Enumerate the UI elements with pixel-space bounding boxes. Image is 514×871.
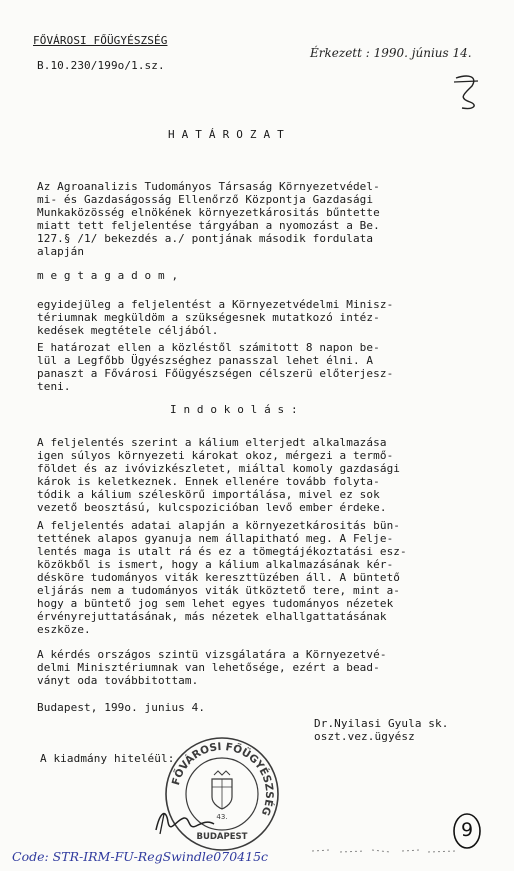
- handwritten-initial-mark: [448, 72, 488, 112]
- reference-number: B.10.230/199o/1.sz.: [37, 59, 165, 72]
- denial-statement: m e g t a g a d o m ,: [37, 269, 179, 282]
- stamp-ring-text: FŐVÁROSI FŐÜGYÉSZSÉG: [169, 740, 276, 818]
- paragraph-assessment: A feljelentés adatai alapján a környezetkárositás bün- tettének alapos gyanuja nem állapitható meg. A Felje- lentés maga is utalt rá és ez a tömegtájékoztatási esz- közökből is ismert, hogy a kálium alkalmazásának kér- désköre tudományos viták kereszttüzében áll. A büntető eljárás nem a tudományos viták ütköztető tere, mint a- hogy a büntető jog sem lehet egyes tudományos nézetek érvényrejuttatásának, más nézetek elhallgattatásának eszköze.: [37, 519, 407, 636]
- paragraph-forwarding: egyidejüleg a feljelentést a Környezetvédelmi Minisz- tériumnak megküldöm a szükségesnek mutatkozó intéz- kedések megtétele céljából.: [37, 298, 394, 337]
- document-title: H A T Á R O Z A T: [168, 128, 284, 141]
- page-number: 9: [461, 819, 474, 841]
- reasons-heading: I n d o k o l á s :: [170, 403, 298, 416]
- stamp-city: BUDAPEST: [196, 832, 248, 842]
- office-heading: FŐVÁROSI FŐÜGYÉSZSÉG: [33, 34, 168, 47]
- stamp-number: 43.: [216, 813, 228, 821]
- paragraph-referral: A kérdés országos szintü vizsgálatára a Környezetvé- delmi Minisztériumnak van lehetősége, ezért a bead- ványt oda továbbitottam.: [37, 648, 387, 687]
- paragraph-appeal-notice: E határozat ellen a közléstől számitott 8 napon be- lül a Legfőbb Ügyészséghez panasszal lehet élni. A panaszt a Fővárosi Főügyészségen célszerü előterjesz- teni.: [37, 341, 394, 393]
- date-line: Budapest, 199o. junius 4.: [37, 701, 206, 714]
- handwritten-received-date: Érkezett : 1990. június 14.: [310, 46, 472, 60]
- signer-block: Dr.Nyilasi Gyula sk. oszt.vez.ügyész: [314, 717, 449, 743]
- archive-code: Code: STR-IRM-FU-RegSwindle070415c: [12, 849, 269, 864]
- attestation-line: A kiadmány hiteléül:: [40, 752, 175, 765]
- scan-smudge: [310, 845, 460, 857]
- handwritten-signature: [150, 800, 220, 840]
- paragraph-decision: Az Agroanalizis Tudományos Társaság Környezetvédel- mi- és Gazdaságosság Ellenőrző Központja Gazdasági Munkaközösség elnökének környezetkárositás bűntette miatt tett feljelentése tárgyában a nyomozást a Be. 127.§ /1/ bekezdés a./ pontjának második fordulata alapján: [37, 180, 380, 258]
- paragraph-complaint-summary: A feljelentés szerint a kálium elterjedt alkalmazása igen súlyos környezeti károkat okoz, mérgezi a termő- földet és az ivóvizkészletet, miáltal komoly gazdasági károk is keletkeznek. Ennek ellenére tovább folyta- tódik a kálium széleskörű importálása, mivel ez sok vezető beosztású, kulcspozicióban levő ember érdeke.: [37, 436, 401, 514]
